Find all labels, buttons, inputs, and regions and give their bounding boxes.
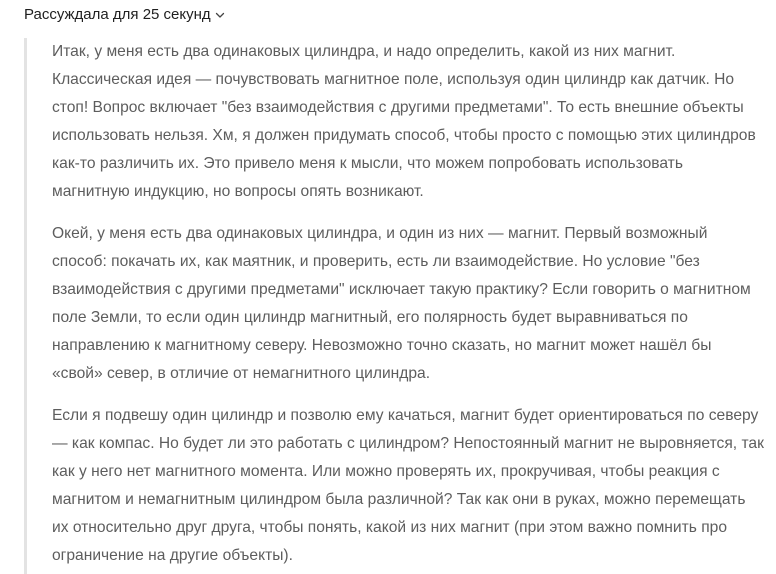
reasoning-content [24,38,764,574]
reasoning-duration-label: Рассуждала для 25 секунд [24,5,211,23]
reasoning-toggle[interactable] [24,2,226,26]
chevron-down-icon [214,8,226,20]
reasoning-paragraph-2: Окей, у меня есть два одинаковых цилиндра, и один из них — магнит. Первый возможный способ: покачать их, как маятник, и проверить, есть ли взаимодействие. Но условие "без взаимодействия с другими предметами" исключает такую практику? Если говорить о магнитном поле Земли, то если один цилиндр магнитный, его полярность будет выравниваться по направлению к магнитному северу. Невозможно точно сказать, но магнит может нашёл бы «свой» север, в отличие от немагнитного цилиндра. [52,225,751,382]
reasoning-paragraph-3: Если я подвешу один цилиндр и позволю ему качаться, магнит будет ориентироваться по северу — как компас. Но будет ли это работать с цилиндром? Непостоянный магнит не выровняется, так как у него нет магнитного момента. Или можно проверять их, прокручивая, чтобы реакция с магнитом и немагнитным цилиндром была различной? Так как они в руках, можно перемещать их относительно друг друга, чтобы понять, какой из них магнит (при этом важно помнить про ограничение на другие объекты). [52,407,764,564]
reasoning-paragraph-1: Итак, у меня есть два одинаковых цилиндра, и надо определить, какой из них магнит. Классическая идея — почувствовать магнитное поле, используя один цилиндр как датчик. Но стоп! Вопрос включает "без взаимодействия с другими предметами". То есть внешние объекты использовать нельзя. Хм, я должен придумать способ, чтобы просто с помощью этих цилиндров как-то различить их. Это привело меня к мысли, что можем попробовать использовать магнитную индукцию, но вопросы опять возникают. [52,43,756,200]
